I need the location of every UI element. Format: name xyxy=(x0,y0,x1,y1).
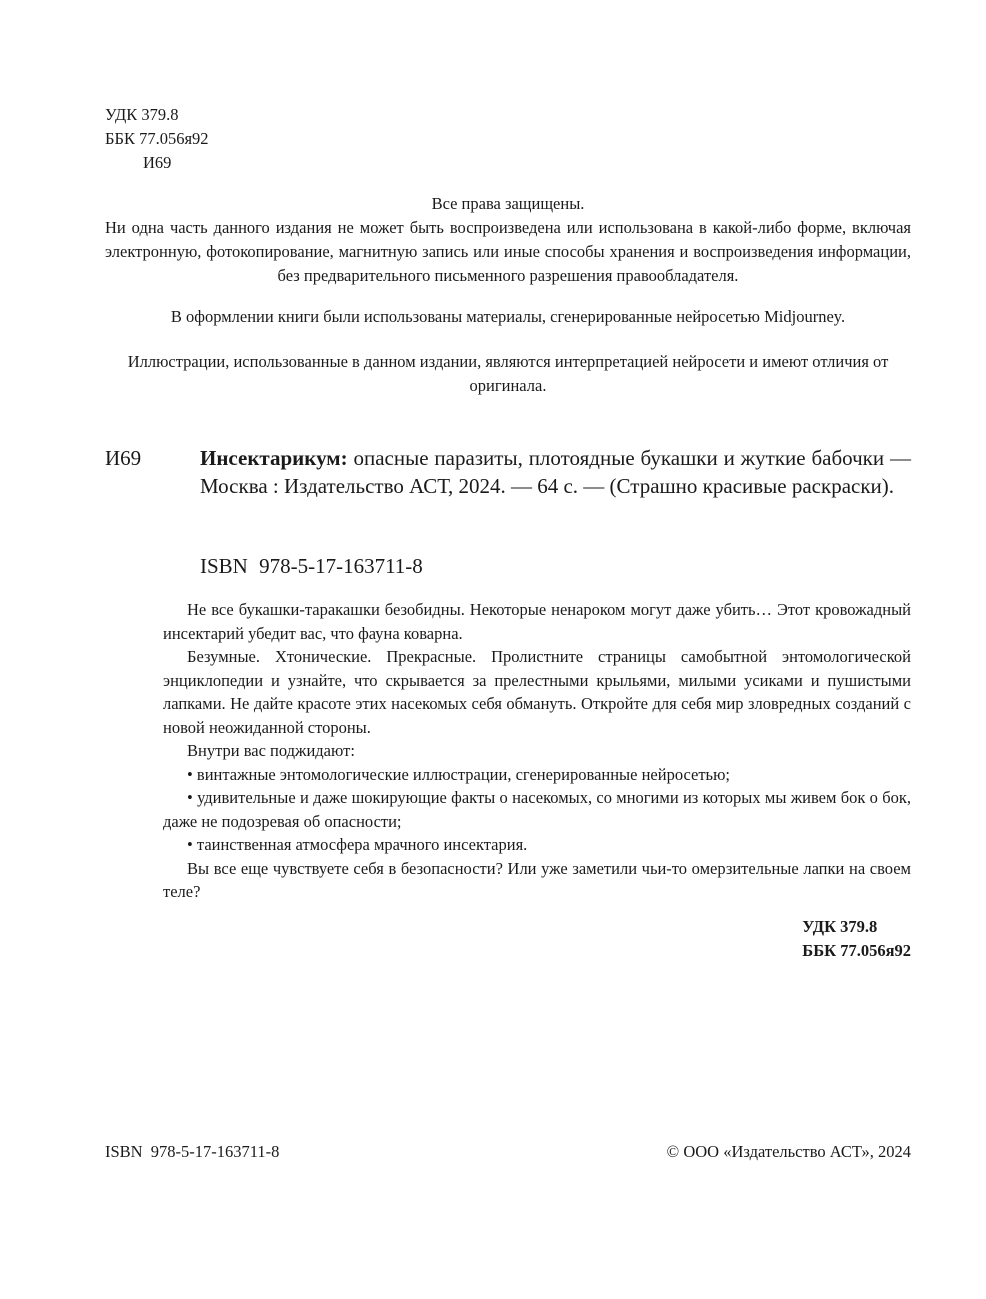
footer-isbn: ISBN 978-5-17-163711-8 xyxy=(105,1142,280,1161)
classification-codes-bottom xyxy=(802,915,911,963)
classification-codes xyxy=(105,103,209,175)
bullet-item: • винтажные энтомологические иллюстрации, сгенерированные нейросетью; xyxy=(187,764,730,784)
annotation-paragraph: Внутри вас поджидают: xyxy=(187,741,355,760)
bbk-code: ББК 77.056я92 xyxy=(105,129,209,148)
book-title: Инсектарикум: xyxy=(200,446,348,470)
bullet-item: • таинственная атмосфера мрачного инсектария. xyxy=(187,835,528,854)
rights-title: Все права защищены. xyxy=(431,194,585,213)
annotation xyxy=(163,598,911,904)
annotation-paragraph: Безумные. Хтонические. Прекрасные. Пролистните страницы самобытной энтомологической энциклопедии и узнайте, что скрывается за прелестными крыльями, милыми усиками и пушистыми лапками. Не дайте красоте этих насекомых себя обмануть. Откройте для себя мир зловредных созданий с новой неожиданной стороны. xyxy=(163,647,911,737)
rights-notice xyxy=(105,192,911,288)
footer-copyright: © ООО «Издательство АСТ», 2024 xyxy=(666,1142,911,1161)
udk-code: УДК 379.8 xyxy=(802,917,878,936)
annotation-paragraph: Не все букашки-таракашки безобидны. Некоторые ненароком могут даже убить… Этот кровожадный инсектарий убедит вас, что фауна коварна. xyxy=(163,600,911,643)
author-mark: И69 xyxy=(143,153,172,172)
catalog-entry xyxy=(200,444,911,500)
annotation-paragraph: Вы все еще чувствуете себя в безопасности? Или уже заметили чьи-то омерзительные лапки на своем теле? xyxy=(163,858,911,901)
catalog-code: И69 xyxy=(105,446,142,470)
rights-text: Ни одна часть данного издания не может быть воспроизведена или использована в какой-либо форме, включая электронную, фотокопирование, магнитную запись или иные способы хранения и воспроизведения информации, без предварительного письменного разрешения правообладателя. xyxy=(105,218,911,285)
bbk-code: ББК 77.056я92 xyxy=(802,941,911,960)
illustrations-notice: Иллюстрации, использованные в данном издании, являются интерпретацией нейросети и имеют отличия от оригинала. xyxy=(127,352,889,395)
udk-code: УДК 379.8 xyxy=(105,105,179,124)
bullet-item: • удивительные и даже шокирующие факты о насекомых, со многими из которых мы живем бок о бок, даже не подозревая об опасности; xyxy=(163,788,911,831)
catalog-description: опасные паразиты, плотоядные букашки и жуткие бабочки — Москва : Издательство АСТ, 2024. — 64 с. — (Страшно красивые раскраски). xyxy=(200,446,911,498)
catalog-isbn: ISBN 978-5-17-163711-8 xyxy=(200,554,423,578)
midjourney-notice: В оформлении книги были использованы материалы, сгенерированные нейросетью Midjourney. xyxy=(170,307,846,326)
